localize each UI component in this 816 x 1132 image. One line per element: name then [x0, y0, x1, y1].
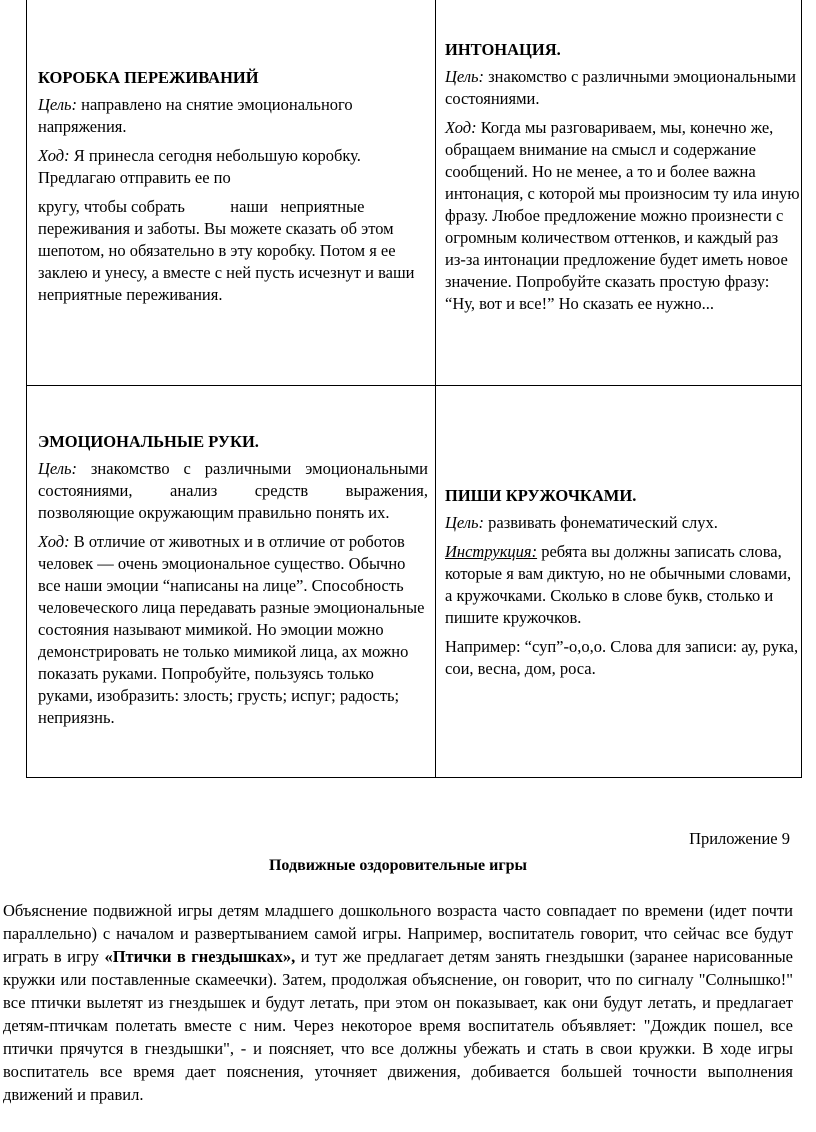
instruction-text: ребята вы должны записать слова, которые я вам диктую, но не обычными словами, а кружочками. Сколько в слове букв, столько и пишите кружочков.: [445, 542, 792, 627]
game-goal: [38, 94, 423, 138]
body-paragraph: [3, 899, 793, 1106]
games-table: [26, 0, 802, 778]
game-goal: [445, 512, 800, 534]
goal-label: Цель:: [38, 95, 78, 114]
goal-label: Цель:: [445, 513, 485, 532]
game-cell-emotion-box: [38, 67, 423, 313]
paragraph-part2: и тут же предлагает детям занять гнездышки (заранее нарисованные кружки или поставленные скамеечки). Затем, продолжая объяснение, он говорит, что по сигналу "Солнышко!" все птички вылетят из гнездышек и будут летать, при этом он показывает, как они будут летать, и предлагает детям-птичкам полетать вместе с ним. Через некоторое время воспитатель объявляет: "Дождик пошел, все птички прячутся в гнездышки", - и поясняет, что все должны убежать и стать в свои кружки. В ходе игры воспитатель все время дает пояснения, уточняет движения, добивается большей точности выполнения движений и правил.: [3, 947, 793, 1104]
table-row-divider: [27, 385, 801, 386]
goal-text: знакомство с различными эмоциональными состояниями, анализ средств выражения, позволяющие окружающим правильно понять их.: [38, 459, 428, 522]
move-text: Я принесла сегодня небольшую коробку. Предлагаю отправить ее по: [38, 146, 361, 187]
move-text: Когда мы разговариваем, мы, конечно же, обращаем внимание на смысл и содержание сообщений. Но не менее, а то и более важна интонация, с которой мы произносим ту ила иную фразу. Любое предложение можно произнести с огромным количеством оттенков, и каждый раз из-за интонации предложение будет иметь новое значение. Попробуйте сказать простую фразу: “Ну, вот и все!” Но сказать ее нужно...: [445, 118, 800, 313]
game-instruction: [445, 541, 800, 629]
game-move: [38, 531, 428, 729]
game-cell-intonation: [445, 39, 800, 322]
game-title: ЭМОЦИОНАЛЬНЫЕ РУКИ.: [38, 432, 259, 451]
game-move-continued: кругу, чтобы собрать наши неприятные переживания и заботы. Вы можете сказать об этом шепотом, но обязательно в эту коробку. Потом я ее заклею и унесу, а вместе с ней пусть исчезнут и ваши неприятные переживания.: [38, 197, 419, 304]
game-title: ИНТОНАЦИЯ.: [445, 40, 561, 59]
game-goal: [38, 458, 428, 524]
section-title: Подвижные оздоровительные игры: [268, 857, 528, 874]
game-move: [445, 117, 800, 315]
game-goal: [445, 66, 800, 110]
move-label: Ход:: [38, 532, 70, 551]
game-title: ПИШИ КРУЖОЧКАМИ.: [445, 486, 637, 505]
table-column-divider: [435, 0, 436, 777]
move-label: Ход:: [38, 146, 70, 165]
game-example: Например: “суп”-о,о,о. Слова для записи: ау, рука, сои, весна, дом, роса.: [445, 637, 799, 678]
appendix-label: Приложение 9: [689, 829, 790, 848]
game-move: [38, 145, 423, 189]
goal-text: направлено на снятие эмоционального напряжения.: [38, 95, 353, 136]
goal-text: знакомство с различными эмоциональными состояниями.: [445, 67, 796, 108]
goal-text: развивать фонематический слух.: [484, 513, 718, 532]
move-text: В отличие от животных и в отличие от роботов человек — очень эмоциональное существо. Обычно все наши эмоции “написаны на лице”. Способность человеческого лица передавать разные эмоциональные состояния называют мимикой. Но эмоции можно демонстрировать не только мимикой лица, ах можно показать руками. Попробуйте, пользуясь только руками, изобразить: злость; грусть; испуг; радость; неприязнь.: [38, 532, 425, 727]
paragraph-part1: Объяснение подвижной игры детям младшего дошкольного возраста часто совпадает по времени (идет почти параллельно) с началом и развертыванием самой игры. Например, воспитатель говорит, что сейчас все будут играть в игру: [3, 901, 793, 966]
game-cell-emotional-hands: [38, 431, 428, 736]
goal-label: Цель:: [445, 67, 485, 86]
move-label: Ход:: [445, 118, 477, 137]
instruction-label: Инструкция:: [445, 542, 538, 561]
game-name-bold: «Птички в гнездышках»,: [104, 947, 296, 966]
game-title: КОРОБКА ПЕРЕЖИВАНИЙ: [38, 68, 259, 87]
game-cell-write-circles: [445, 485, 800, 687]
goal-label: Цель:: [38, 459, 78, 478]
